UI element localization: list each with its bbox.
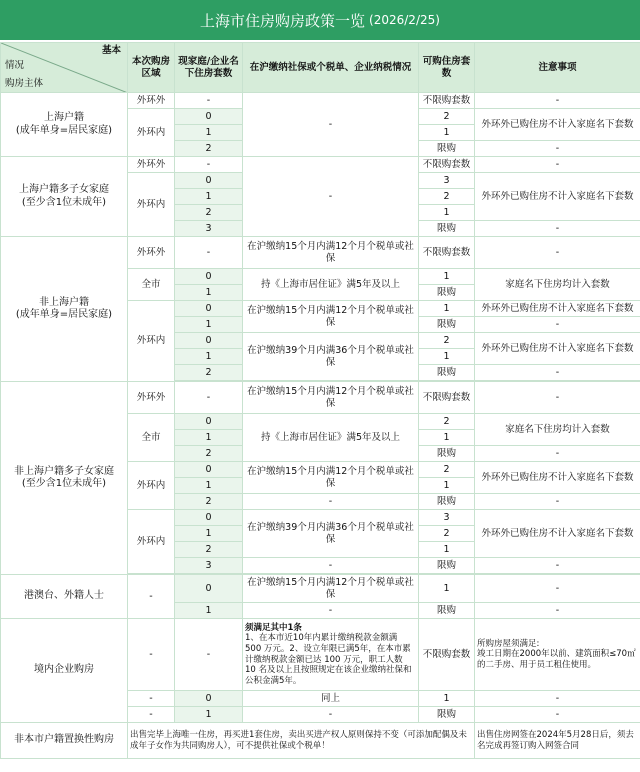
area-cell: - (128, 707, 175, 723)
subject-shanghai-single (1, 93, 128, 157)
allowed-cell: 2 (419, 414, 475, 430)
table-row (1, 619, 640, 691)
note-cell: 家庭名下住房均计入套数 (475, 414, 640, 446)
note-cell: - (475, 93, 640, 109)
allowed-cell: 1 (419, 542, 475, 558)
table-row (1, 93, 640, 109)
owned-cell: 1 (175, 430, 243, 446)
note-cell: 外环外已购住房不计入家庭名下套数 (475, 301, 640, 317)
note-cell: 家庭名下住房均计入套数 (475, 269, 640, 301)
allowed-cell: 1 (419, 478, 475, 494)
owned-cell: 1 (175, 285, 243, 301)
owned-cell: - (175, 382, 243, 414)
tax-cell: 持《上海市居住证》满5年及以上 (243, 414, 419, 462)
allowed-cell: 限购 (419, 365, 475, 381)
corner-label-situation: 情况 (5, 60, 25, 71)
subject-nonlocal-single (1, 237, 128, 382)
subject-line: 非上海户籍 (39, 296, 89, 308)
tax-cell: - (243, 494, 419, 510)
allowed-cell: 2 (419, 462, 475, 478)
req-body: 1、在本市近10年内累计缴纳税款金额满 500 万元。2、设立年限已满5年，在本市累计缴纳税款金额已达 100 万元，职工人数 10 名及以上且按照规定在该企业缴纳社保和公积金满5年。 (245, 633, 412, 686)
note-cell: - (475, 494, 640, 510)
owned-cell: 1 (175, 349, 243, 365)
tax-cell: 在沪缴纳39个月内满36个月个税单或社保 (243, 333, 419, 381)
owned-cell: 1 (175, 707, 243, 723)
corner-label-basic: 基本 (101, 45, 121, 56)
header-tax: 在沪缴纳社保或个税单、企业纳税情况 (243, 43, 419, 93)
owned-cell: 0 (175, 333, 243, 349)
subject-line: (至少含1位未成年) (21, 196, 107, 208)
owned-cell: 0 (175, 462, 243, 478)
note-cell: - (475, 365, 640, 381)
allowed-cell: 不限购套数 (419, 619, 475, 691)
area-cell: - (128, 691, 175, 707)
corner-label-buyer: 购房主体 (5, 78, 44, 90)
owned-cell: - (175, 237, 243, 269)
owned-cell: 2 (175, 141, 243, 157)
note-cell: - (475, 157, 640, 173)
allowed-cell: 限购 (419, 317, 475, 333)
swap-note: 出售住房网签在2024年5月28日后，须去名完成再签订购入网签合同 (475, 723, 640, 759)
tax-cell: - (243, 707, 419, 723)
subject-foreign: 港澳台、外籍人士 (1, 575, 128, 619)
owned-cell: 1 (175, 317, 243, 333)
allowed-cell: 不限购套数 (419, 237, 475, 269)
allowed-cell: 限购 (419, 603, 475, 619)
house-title: 所购房屋须满足: (477, 638, 540, 649)
allowed-cell: 不限购套数 (419, 157, 475, 173)
owned-cell: 2 (175, 542, 243, 558)
owned-cell: - (175, 93, 243, 109)
policy-table-wrapper (0, 42, 640, 759)
note-cell: 外环外已购住房不计入家庭名下套数 (475, 109, 640, 141)
owned-cell: 0 (175, 691, 243, 707)
note-cell: - (475, 382, 640, 414)
tax-cell: 在沪缴纳15个月内满12个月个税单或社保 (243, 237, 419, 269)
allowed-cell: 1 (419, 205, 475, 221)
owned-cell: 2 (175, 365, 243, 381)
allowed-cell: 1 (419, 125, 475, 141)
note-cell: 外环外已购住房不计入家庭名下套数 (475, 173, 640, 221)
owned-cell: 0 (175, 510, 243, 526)
title-date: (2026/2/25) (369, 13, 440, 27)
subject-enterprise: 境内企业购房 (1, 619, 128, 723)
subject-line: (成年单身=居民家庭) (15, 124, 113, 136)
area-cell: 全市 (128, 414, 175, 462)
tax-cell: 在沪缴纳15个月内满12个月个税单或社保 (243, 301, 419, 333)
allowed-cell: 限购 (419, 446, 475, 462)
table-row (1, 237, 640, 269)
header-owned: 现家庭/企业名下住房套数 (175, 43, 243, 93)
note-cell: - (475, 141, 640, 157)
owned-cell: 1 (175, 526, 243, 542)
enterprise-house-requirements (475, 619, 640, 691)
table-row (1, 723, 640, 759)
allowed-cell: 限购 (419, 558, 475, 574)
owned-cell: 0 (175, 575, 243, 603)
owned-cell: 2 (175, 446, 243, 462)
allowed-cell: 1 (419, 691, 475, 707)
allowed-cell: 3 (419, 173, 475, 189)
allowed-cell: 1 (419, 269, 475, 285)
subject-line: 非上海户籍多子女家庭 (14, 465, 114, 477)
owned-cell: 1 (175, 125, 243, 141)
table-row (1, 575, 640, 603)
allowed-cell: 2 (419, 526, 475, 542)
allowed-cell: 1 (419, 430, 475, 446)
tax-cell: - (243, 157, 419, 237)
allowed-cell: 1 (419, 349, 475, 365)
note-cell: - (475, 446, 640, 462)
subject-line: 上海户籍 (44, 112, 84, 123)
subject-line: 上海户籍多子女家庭 (19, 184, 109, 195)
allowed-cell: 限购 (419, 141, 475, 157)
note-cell: 外环外已购住房不计入家庭名下套数 (475, 333, 640, 365)
area-cell: - (128, 619, 175, 691)
owned-cell: 0 (175, 173, 243, 189)
tax-cell: 持《上海市居住证》满5年及以上 (243, 269, 419, 301)
table-row (1, 157, 640, 173)
area-cell: 全市 (128, 269, 175, 301)
owned-cell: 0 (175, 109, 243, 125)
header-area: 本次购房区域 (128, 43, 175, 93)
header-row (1, 43, 640, 93)
tax-cell: - (243, 603, 419, 619)
owned-cell: 1 (175, 478, 243, 494)
owned-cell: - (175, 619, 243, 691)
area-cell: 外环外 (128, 157, 175, 173)
owned-cell: 1 (175, 603, 243, 619)
owned-cell: 0 (175, 414, 243, 430)
allowed-cell: 限购 (419, 221, 475, 237)
owned-cell: - (175, 157, 243, 173)
header-notes: 注意事项 (475, 43, 640, 93)
allowed-cell: 1 (419, 301, 475, 317)
area-cell: 外环外 (128, 93, 175, 109)
owned-cell: 0 (175, 301, 243, 317)
tax-cell: 在沪缴纳15个月内满12个月个税单或社保 (243, 575, 419, 603)
house-body: 竣工日期在2000年以前、建筑面积≤70㎡的二手房、用于员工租住使用。 (477, 649, 636, 670)
title-text: 上海市住房购房政策一览 (200, 11, 366, 30)
tax-cell: - (243, 558, 419, 574)
allowed-cell: 不限购套数 (419, 93, 475, 109)
subject-line: (至少含1位未成年) (21, 478, 107, 489)
area-cell: - (128, 575, 175, 619)
owned-cell: 2 (175, 205, 243, 221)
tax-cell: 在沪缴纳15个月内满12个月个税单或社保 (243, 462, 419, 494)
allowed-cell: 限购 (419, 494, 475, 510)
allowed-cell: 2 (419, 333, 475, 349)
tax-cell: 在沪缴纳39个月内满36个月个税单或社保 (243, 510, 419, 558)
note-cell: - (475, 317, 640, 333)
area-cell: 外环外 (128, 237, 175, 269)
note-cell: - (475, 603, 640, 619)
note-cell: - (475, 221, 640, 237)
allowed-cell: 限购 (419, 285, 475, 301)
header-allowed: 可购住房套数 (419, 43, 475, 93)
area-cell: 外环内 (128, 510, 175, 574)
owned-cell: 1 (175, 189, 243, 205)
allowed-cell: 不限购套数 (419, 382, 475, 414)
note-cell: 外环外已购住房不计入家庭名下套数 (475, 510, 640, 558)
allowed-cell: 2 (419, 189, 475, 205)
note-cell: - (475, 237, 640, 269)
area-cell: 外环内 (128, 301, 175, 382)
tax-cell: 同上 (243, 691, 419, 707)
subject-nonlocal-multichild (1, 382, 128, 575)
tax-cell: - (243, 93, 419, 157)
policy-table (0, 42, 640, 759)
enterprise-requirements (243, 619, 419, 691)
allowed-cell: 3 (419, 510, 475, 526)
page-title (0, 0, 640, 40)
subject-line: (成年单身=居民家庭) (15, 309, 113, 320)
req-title: 须满足其中1条 (245, 622, 302, 633)
header-corner (1, 43, 128, 93)
note-cell: - (475, 707, 640, 723)
area-cell: 外环外 (128, 382, 175, 414)
area-cell: 外环内 (128, 109, 175, 157)
owned-cell: 2 (175, 494, 243, 510)
owned-cell: 3 (175, 558, 243, 574)
area-cell: 外环内 (128, 462, 175, 510)
table-row (1, 382, 640, 414)
note-cell: - (475, 558, 640, 574)
allowed-cell: 2 (419, 109, 475, 125)
area-cell: 外环内 (128, 173, 175, 237)
owned-cell: 0 (175, 269, 243, 285)
allowed-cell: 限购 (419, 707, 475, 723)
tax-cell: 在沪缴纳15个月内满12个月个税单或社保 (243, 382, 419, 414)
subject-swap: 非本市户籍置换性购房 (1, 723, 128, 759)
allowed-cell: 1 (419, 575, 475, 603)
note-cell: - (475, 691, 640, 707)
swap-description: 出售完毕上海唯一住房，再买进1套住房，卖出买进产权人原则保持不变（可添加配偶及未成年子女作为共同购房人），可不提供社保或个税单！ (128, 723, 475, 759)
note-cell: 外环外已购住房不计入家庭名下套数 (475, 462, 640, 494)
subject-shanghai-multichild (1, 157, 128, 237)
note-cell: - (475, 575, 640, 603)
owned-cell: 3 (175, 221, 243, 237)
